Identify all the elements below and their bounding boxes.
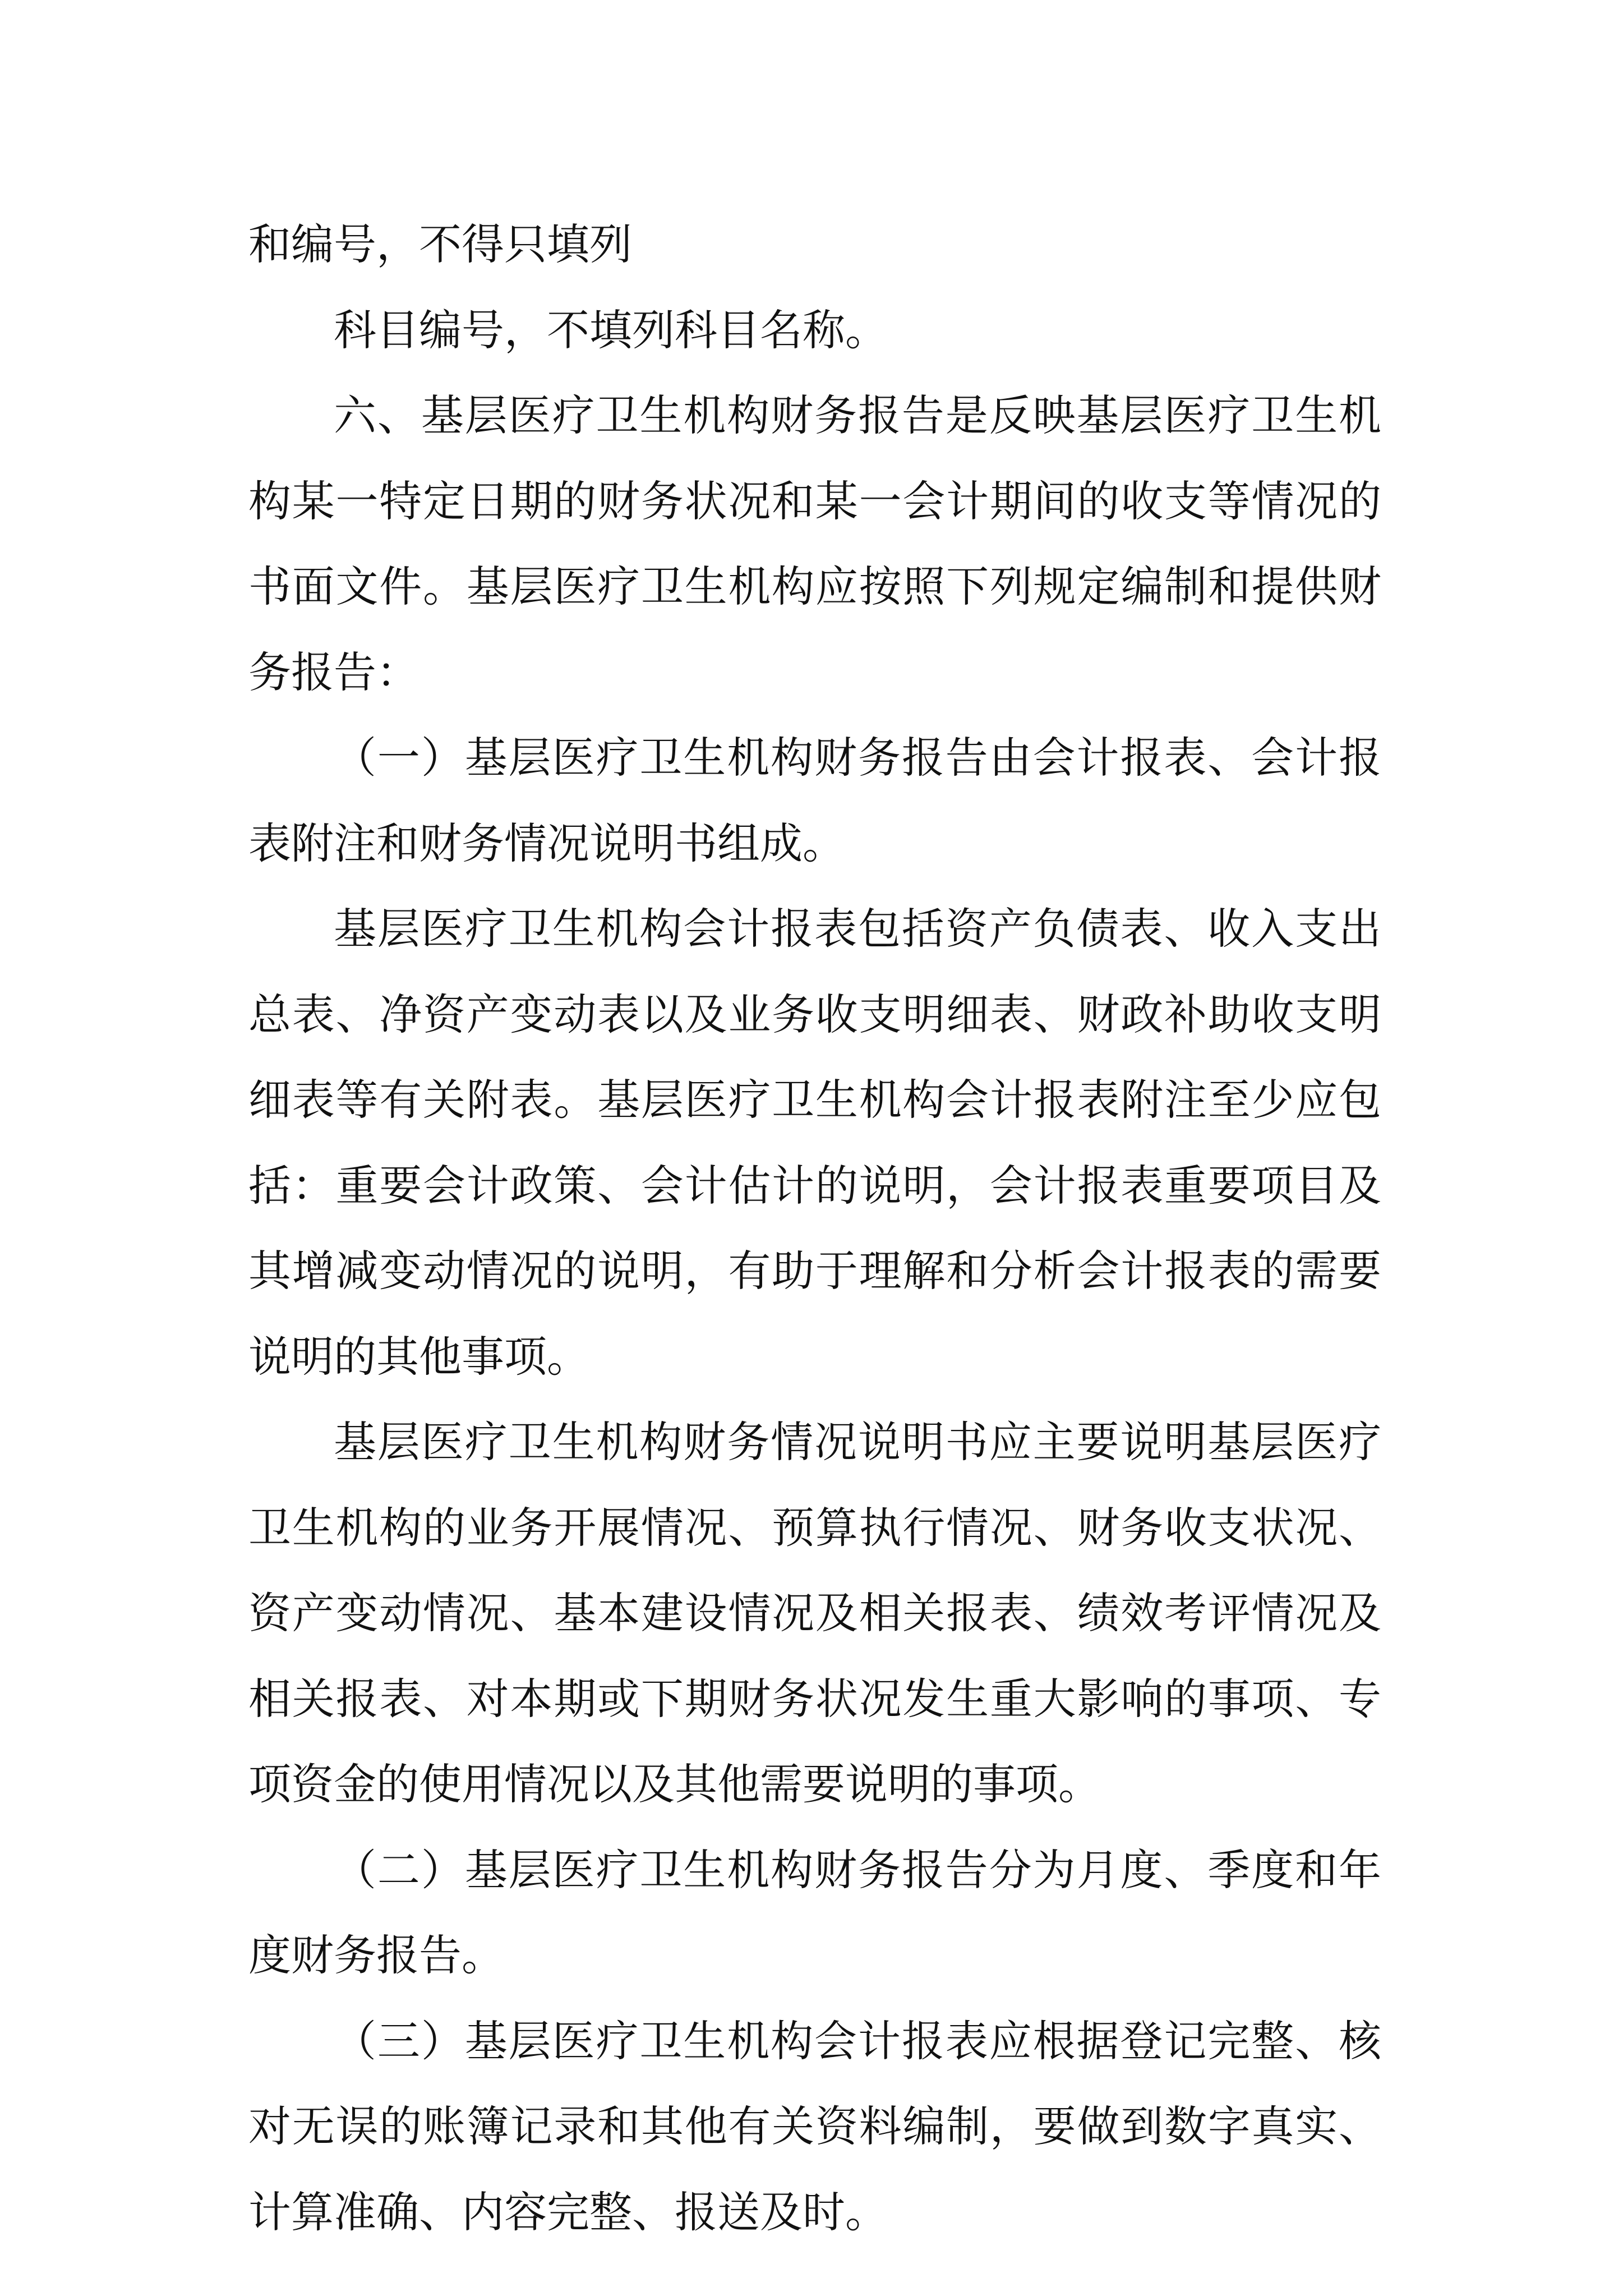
document-body <box>248 202 1381 2255</box>
paragraph-report-composition: 基层医疗卫生机构会计报表包括资产负债表、收入支出总表、净资产变动表以及业务收支明细表、财政补助收支明细表等有关附表。基层医疗卫生机构会计报表附注至少应包括：重要会计政策、会计估计的说明，会计报表重要项目及其增减变动情况的说明，有助于理解和分析会计报表的需要说明的其他事项。 <box>248 904 1381 1382</box>
paragraph-item-three: （三）基层医疗卫生机构会计报表应根据登记完整、核对无误的账簿记录和其他有关资料编制，要做到数字真实、计算准确、内容完整、报送及时。 <box>248 2016 1381 2237</box>
paragraph-item-two: （二）基层医疗卫生机构财务报告分为月度、季度和年度财务报告。 <box>248 1844 1381 1980</box>
paragraph-financial-statement: 基层医疗卫生机构财务情况说明书应主要说明基层医疗卫生机构的业务开展情况、预算执行情况、财务收支状况、资产变动情况、基本建设情况及相关报表、绩效考评情况及相关报表、对本期或下期财务状况发生重大影响的事项、专项资金的使用情况以及其他需要说明的事项。 <box>248 1417 1381 1809</box>
paragraph-subject-number: 科目编号，不填列科目名称。 <box>334 305 888 355</box>
paragraph-continuation: 和编号，不得只填列 <box>248 219 632 269</box>
paragraph-section-six: 六、基层医疗卫生机构财务报告是反映基层医疗卫生机构某一特定日期的财务状况和某一会计期间的收支等情况的书面文件。基层医疗卫生机构应按照下列规定编制和提供财务报告： <box>248 390 1381 697</box>
paragraph-item-one: （一）基层医疗卫生机构财务报告由会计报表、会计报表附注和财务情况说明书组成。 <box>248 733 1381 868</box>
